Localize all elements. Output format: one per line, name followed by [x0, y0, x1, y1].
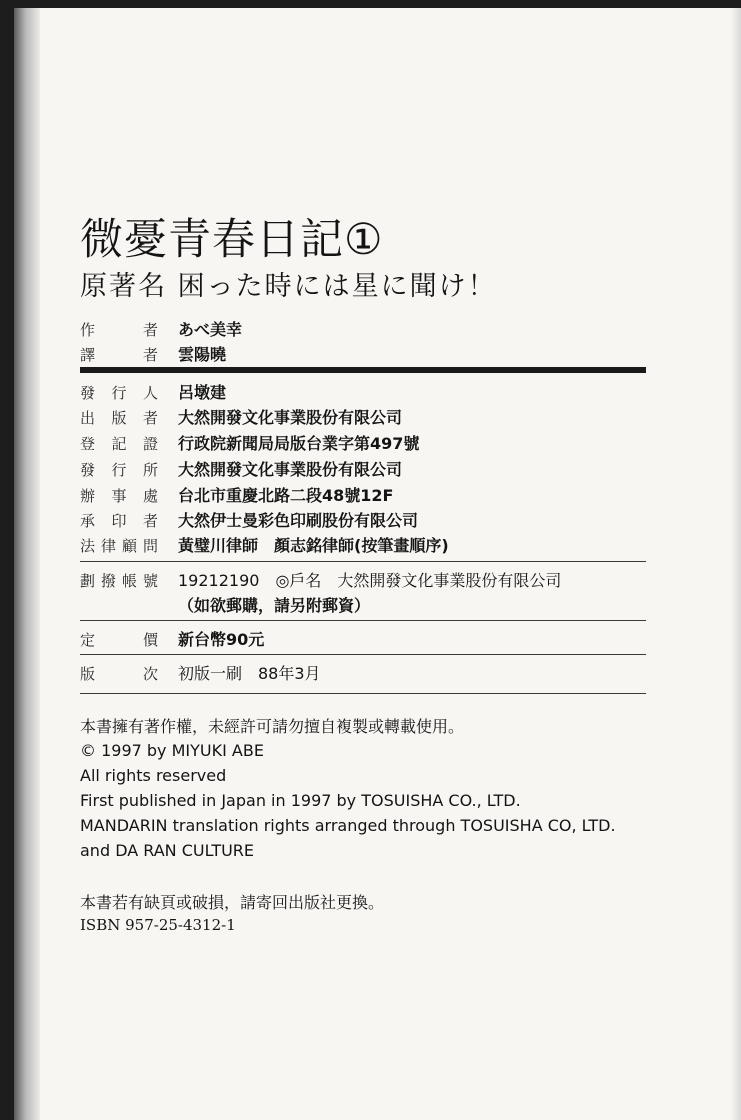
field-value: 大然開發文化事業股份有限公司: [178, 408, 403, 427]
price-row: [80, 628, 265, 652]
credit-value: あべ美幸: [178, 320, 243, 339]
publisher-row: [80, 381, 227, 405]
field-value: 呂墩建: [178, 383, 227, 402]
rights-line: All rights reserved: [80, 766, 227, 785]
isbn: ISBN 957-25-4312-1: [80, 916, 236, 934]
section-divider: [80, 620, 646, 621]
replacement-notice: 本書若有缺頁或破損，請寄回出版社更換。: [80, 893, 385, 912]
credit-label: 譯 者: [80, 346, 158, 364]
field-label: 版 次: [80, 665, 158, 683]
credit-label: 作 者: [80, 321, 158, 339]
field-label: 承印者: [80, 512, 158, 530]
field-label: 登記證: [80, 435, 158, 453]
credit-author-row: [80, 318, 243, 342]
section-divider: [80, 654, 646, 655]
section-divider: [80, 561, 646, 562]
copyright-notice: 本書擁有著作權，未經許可請勿擅自複製或轉載使用。: [80, 717, 465, 736]
field-label: 劃撥帳號: [80, 572, 158, 590]
account-row: [80, 569, 562, 593]
publisher-row: [80, 406, 403, 430]
field-value: 大然開發文化事業股份有限公司: [178, 460, 403, 479]
publisher-row: [80, 458, 403, 482]
section-divider: [80, 693, 646, 694]
field-value: 行政院新聞局局版台業字第497號: [178, 434, 420, 453]
book-title: 微憂青春日記①: [80, 215, 384, 265]
credit-value: 雲陽曉: [178, 345, 227, 364]
credit-translator-row: [80, 343, 227, 367]
account-note: （如欲郵購，請另附郵資）: [178, 596, 371, 615]
publisher-row: [80, 534, 449, 558]
publication-line: First published in Japan in 1997 by TOSUISHA CO., LTD.: [80, 791, 521, 810]
publisher-row: [80, 509, 419, 533]
field-label: 法律顧問: [80, 537, 158, 555]
price-value: 新台幣90元: [178, 630, 265, 649]
field-value: 大然伊士曼彩色印刷股份有限公司: [178, 511, 419, 530]
original-title: 原著名 困った時には星に聞け！: [80, 271, 497, 302]
publisher-row: [80, 484, 394, 508]
publisher-row: [80, 432, 420, 456]
field-label: 出版者: [80, 409, 158, 427]
account-value: 19212190 ◎戶名 大然開發文化事業股份有限公司: [178, 571, 562, 590]
colophon-page: [14, 8, 741, 1120]
translation-rights-line: and DA RAN CULTURE: [80, 841, 255, 860]
translation-rights-line: MANDARIN translation rights arranged through TOSUISHA CO, LTD.: [80, 816, 616, 835]
field-value: 黃璧川律師 顏志銘律師(按筆畫順序): [178, 536, 449, 555]
copyright-line: © 1997 by MIYUKI ABE: [80, 741, 264, 760]
field-label: 辦事處: [80, 487, 158, 505]
field-value: 台北市重慶北路二段48號12F: [178, 486, 394, 505]
edition-value: 初版一刷 88年3月: [178, 664, 321, 683]
section-divider-thick: [80, 367, 646, 373]
field-label: 發行人: [80, 384, 158, 402]
field-label: 發行所: [80, 461, 158, 479]
field-label: 定 價: [80, 631, 158, 649]
edition-row: [80, 662, 321, 686]
